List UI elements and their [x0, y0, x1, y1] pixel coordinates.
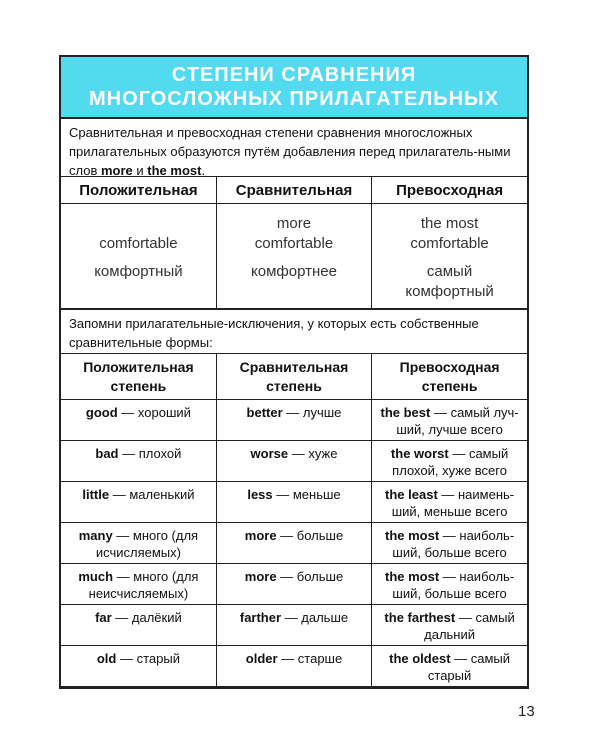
table-row	[61, 523, 527, 564]
word: better	[246, 405, 283, 420]
word: the most	[385, 528, 440, 543]
cell-comparative	[216, 605, 371, 646]
table-row	[61, 605, 527, 646]
word: the least	[385, 487, 438, 502]
cell-superlative	[372, 605, 527, 646]
intro-conj: и	[132, 163, 148, 178]
header-line: степень	[266, 377, 322, 394]
title-line-1: СТЕПЕНИ СРАВНЕНИЯ	[171, 64, 417, 86]
translation: — самый старый	[427, 651, 511, 683]
header-line: степень	[421, 377, 478, 394]
title-line-2: МНОГОСЛОЖНЫХ ПРИЛАГАТЕЛЬНЫХ	[89, 88, 499, 110]
cell-comparative	[216, 441, 371, 482]
grammar-sheet	[59, 55, 529, 689]
table-row	[61, 646, 527, 687]
translation: — наимень-ший, меньше всего	[391, 487, 515, 519]
header-comparative-degree	[216, 354, 371, 400]
translation: — старый	[116, 651, 180, 666]
cell-superlative	[372, 441, 527, 482]
table-header-row	[61, 354, 527, 400]
translation: — меньше	[272, 487, 341, 502]
word: good	[85, 405, 118, 420]
comparative-english-1: more	[276, 215, 312, 232]
header-superlative-degree	[372, 354, 527, 400]
translation: — плохой	[118, 446, 182, 461]
header-line: Превосходная	[399, 358, 500, 375]
superlative-russian-1: самый	[426, 263, 473, 280]
word: the best	[380, 405, 431, 420]
header-line: степень	[110, 377, 167, 394]
cell-positive	[61, 400, 216, 441]
cell-comparative	[216, 646, 371, 687]
comparison-table	[61, 177, 527, 309]
intro-paragraph	[61, 119, 527, 177]
table-row	[61, 564, 527, 605]
superlative-russian-2: комфортный	[405, 283, 494, 300]
translation: — больше	[276, 569, 344, 584]
intro-end: .	[201, 163, 206, 178]
word: less	[247, 487, 273, 502]
header-line: Сравнительная	[239, 358, 349, 375]
cell-comparative	[216, 204, 371, 309]
word: far	[95, 610, 112, 625]
cell-comparative	[216, 523, 371, 564]
translation: — старше	[277, 651, 343, 666]
translation: — лучше	[282, 405, 342, 420]
superlative-english-2: comfortable	[410, 235, 489, 252]
word: many	[78, 528, 113, 543]
word: old	[96, 651, 117, 666]
word: the farthest	[384, 610, 456, 625]
cell-superlative	[372, 400, 527, 441]
comparative-english-2: comfortable	[254, 235, 334, 252]
intro-word-most: the most	[147, 163, 202, 178]
cell-comparative	[216, 482, 371, 523]
page-title	[61, 57, 527, 119]
translation: — хороший	[117, 405, 191, 420]
table-row	[61, 204, 527, 309]
cell-superlative	[372, 646, 527, 687]
word: much	[78, 569, 114, 584]
translation: — самый плохой, хуже всего	[392, 446, 509, 478]
cell-positive	[61, 204, 216, 309]
word: farther	[239, 610, 282, 625]
translation: — наиболь-ший, больше всего	[392, 569, 515, 601]
cell-superlative	[372, 204, 527, 309]
translation: — дальше	[281, 610, 349, 625]
page-number: 13	[518, 703, 535, 720]
cell-positive	[61, 646, 216, 687]
word: older	[245, 651, 278, 666]
cell-comparative	[216, 564, 371, 605]
word: more	[244, 528, 277, 543]
translation: — самый дальний	[424, 610, 515, 642]
translation: — далёкий	[111, 610, 182, 625]
exceptions-table	[61, 354, 527, 687]
cell-comparative	[216, 400, 371, 441]
word: bad	[95, 446, 119, 461]
cell-superlative	[372, 523, 527, 564]
cell-positive	[61, 482, 216, 523]
cell-superlative	[372, 482, 527, 523]
translation: — наиболь-ший, больше всего	[392, 528, 515, 560]
translation: — маленький	[109, 487, 195, 502]
word: the most	[385, 569, 440, 584]
translation: — много (для исчисляемых)	[95, 528, 199, 560]
table-row	[61, 441, 527, 482]
word: the oldest	[389, 651, 451, 666]
translation: — хуже	[288, 446, 338, 461]
word: little	[82, 487, 110, 502]
header-line: Положительная	[83, 358, 194, 375]
table-row	[61, 482, 527, 523]
word: worse	[250, 446, 289, 461]
header-comparative: Сравнительная	[216, 177, 371, 204]
cell-positive	[61, 441, 216, 482]
exceptions-note: Запомни прилагательные-исключения, у которых есть собственные сравнительные формы:	[61, 309, 527, 354]
superlative-english-1: the most	[420, 215, 479, 232]
cell-positive	[61, 564, 216, 605]
header-positive-degree	[61, 354, 216, 400]
cell-positive	[61, 523, 216, 564]
table-header-row	[61, 177, 527, 204]
cell-superlative	[372, 564, 527, 605]
table-row	[61, 400, 527, 441]
cell-positive	[61, 605, 216, 646]
translation: — много (для неисчисляемых)	[88, 569, 199, 601]
comparative-russian: комфортнее	[251, 263, 337, 280]
translation: — больше	[276, 528, 344, 543]
word: more	[244, 569, 277, 584]
intro-word-more: more	[100, 163, 133, 178]
header-superlative: Превосходная	[372, 177, 527, 204]
header-positive: Положительная	[61, 177, 216, 204]
positive-english: comfortable	[99, 235, 178, 252]
intro-text: Сравнительная и превосходная степени сравнения многосложных прилагательных образуются путём добавления перед прилагатель-ными слов	[69, 125, 511, 178]
translation: — самый луч-ший, лучше всего	[396, 405, 519, 437]
word: the worst	[390, 446, 449, 461]
positive-russian: комфортный	[94, 263, 183, 280]
